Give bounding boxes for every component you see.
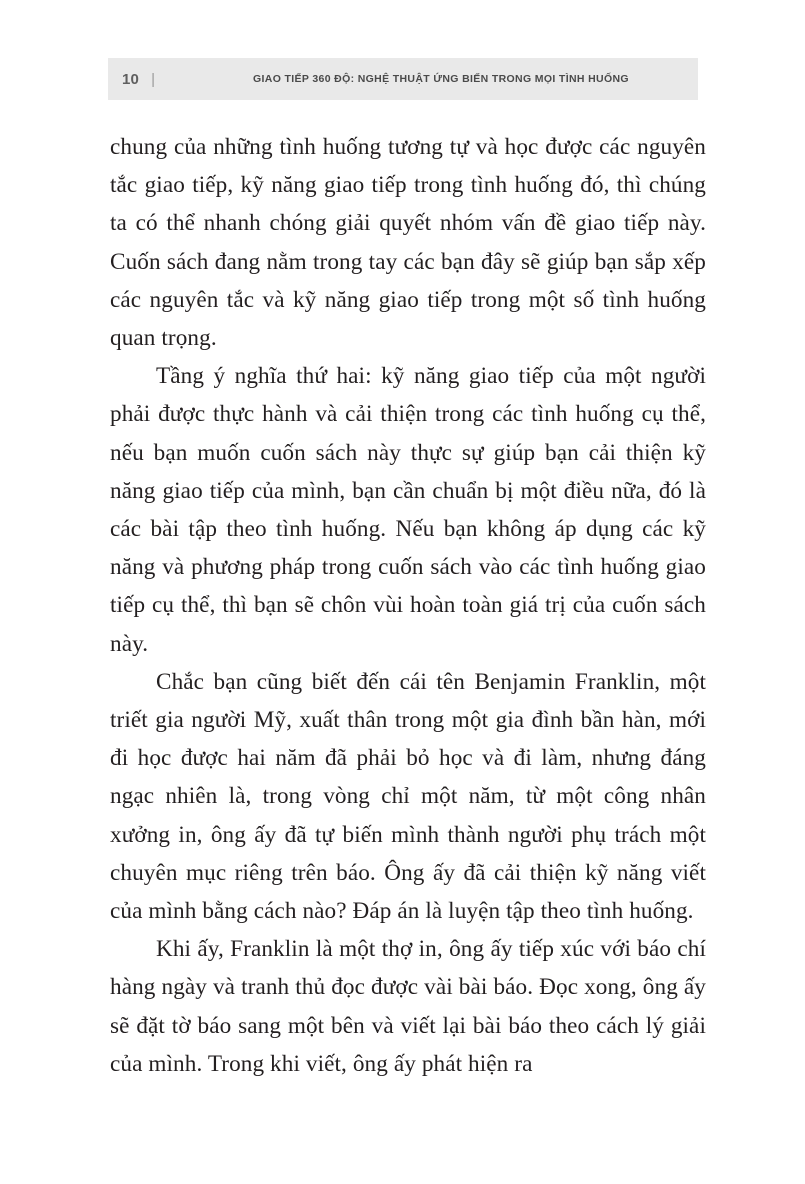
paragraph: chung của những tình huống tương tự và học được các nguyên tắc giao tiếp, kỹ năng giao tiếp trong tình huống đó, thì chúng ta có thể nhanh chóng giải quyết nhóm vấn đề giao tiếp này. Cuốn sách đang nằm trong tay các bạn đây sẽ giúp bạn sắp xếp các nguyên tắc và kỹ năng giao tiếp trong một số tình huống quan trọng. bbox=[110, 134, 706, 352]
header-separator: | bbox=[151, 70, 155, 88]
paragraph: Chắc bạn cũng biết đến cái tên Benjamin Franklin, một triết gia người Mỹ, xuất thân trong một gia đình bần hàn, mới đi học được hai năm đã phải bỏ học và đi làm, nhưng đáng ngạc nhiên là, trong vòng chỉ một năm, từ một công nhân xưởng in, ông ấy đã tự biến mình thành người phụ trách một chuyên mục riêng trên báo. Ông ấy đã cải thiện kỹ năng viết của mình bằng cách nào? Đáp án là luyện tập theo tình huống. bbox=[110, 668, 706, 925]
running-title: GIAO TIẾP 360 ĐỘ: NGHỆ THUẬT ỨNG BIẾN TRONG MỌI TÌNH HUỐNG bbox=[253, 73, 629, 85]
paragraph: Tầng ý nghĩa thứ hai: kỹ năng giao tiếp của một người phải được thực hành và cải thiện trong các tình huống cụ thể, nếu bạn muốn cuốn sách này thực sự giúp bạn cải thiện kỹ năng giao tiếp của mình, bạn cần chuẩn bị một điều nữa, đó là các bài tập theo tình huống. Nếu bạn không áp dụng các kỹ năng và phương pháp trong cuốn sách vào các tình huống giao tiếp cụ thể, thì bạn sẽ chôn vùi hoàn toàn giá trị của cuốn sách này. bbox=[110, 363, 706, 657]
body-text bbox=[110, 128, 706, 1083]
page-number: 10 bbox=[122, 70, 140, 88]
paragraph: Khi ấy, Franklin là một thợ in, ông ấy tiếp xúc với báo chí hàng ngày và tranh thủ đọc được vài bài báo. Đọc xong, ông ấy sẽ đặt tờ báo sang một bên và viết lại bài báo theo cách lý giải của mình. Trong khi viết, ông ấy phát hiện ra bbox=[110, 936, 706, 1077]
running-head bbox=[108, 58, 698, 100]
